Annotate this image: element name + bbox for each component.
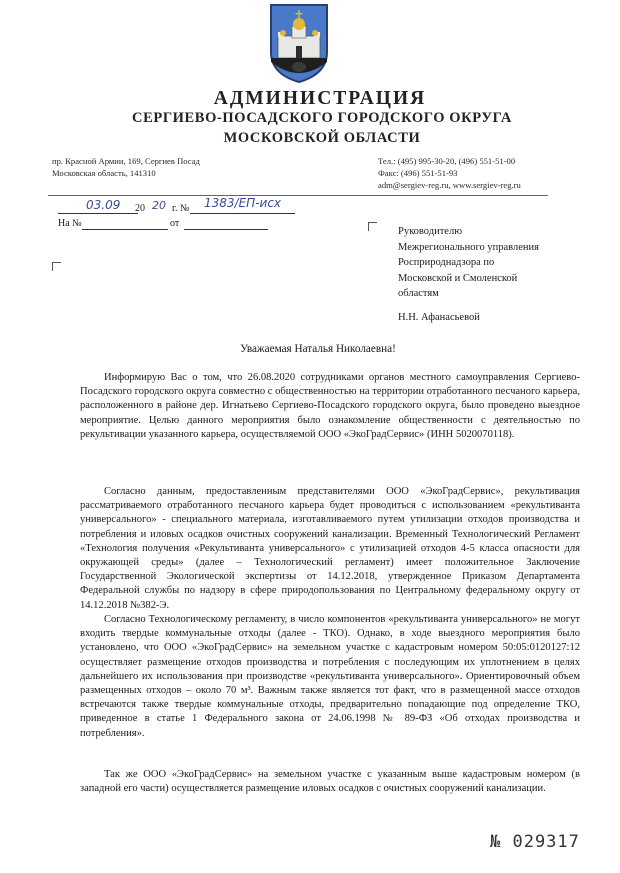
coat-of-arms-icon (268, 2, 330, 84)
addressee-name: Н.Н. Афанасьевой (398, 312, 480, 323)
handwritten-outgoing-number: 1383/ЕП-исх (204, 196, 282, 210)
serial-number: № 029317 (490, 832, 580, 852)
number-underline (190, 213, 295, 214)
reference-date-label: от (170, 218, 180, 229)
body-paragraph: Так же ООО «ЭкоГрадСервис» на земельном участке с указанным выше кадастровым номером (в западной его части) осуществляется размещение иловых осадков с очистных сооружений канализации. (80, 769, 580, 795)
addressee-line: Росприроднадзора по (398, 257, 495, 269)
address-line-2: Московская область, 141310 (52, 168, 156, 178)
body-paragraph: Информирую Вас о том, что 26.08.2020 сотрудниками органов местного самоуправления Сергиево-Посадского городского округа совместно с общественностью на территории отработанного песчаного карьера, расположенного в районе дер. Игнатьево Сергиево-Посадского городского округа, было проведено выездное мероприятие. Целью данного мероприятия было ознакомление общественности с деятельностью по рекультивации указанного карьера, осуществляемой ООО «ЭкоГрадСервис» (ИНН 5020070118). (80, 372, 580, 440)
addressee-line: Московской и Смоленской (398, 272, 518, 284)
phone-text: Тел.: (495) 995-30-20, (496) 551-51-00 (378, 156, 516, 166)
email-web-text: adm@sergiev-reg.ru, www.sergiev-reg.ru (378, 180, 521, 190)
address-line-1: пр. Красной Армии, 169, Сергиев Посад (52, 156, 200, 166)
salutation: Уважаемая Наталья Николаевна! (240, 343, 396, 355)
org-region: МОСКОВСКОЙ ОБЛАСТИ (223, 130, 421, 146)
header-divider (48, 195, 548, 196)
fax-text: Факс: (496) 551-51-93 (378, 168, 458, 178)
org-subtitle: СЕРГИЕВО-ПОСАДСКОГО ГОРОДСКОГО ОКРУГА (132, 110, 512, 126)
addressee-line: Межрегионального управления (398, 241, 539, 253)
reference-number-label: На № (58, 218, 82, 229)
reference-date-underline (184, 229, 268, 230)
number-label: г. № (172, 203, 190, 214)
body-paragraph: Согласно Технологическому регламенту, в число компонентов «рекультиванта универсального» не могут входить твердые коммунальные отходы (далее - ТКО). Однако, в ходе выездного мероприятия было установлено, что ООО «ЭкоГрадСервис» на земельном участке с кадастровым номером 50:05:0120127:12 осуществляет размещение отходов производства и потребления с последующим их уплотнением в целях дальнейшего их использования при производстве «рекультиванта универсального». Ориентировочный объем размещенных отходов – около 70 м³. Важным также является тот факт, что в размещенной массе отходов встречаются также твердые коммунальные отходы, предварительно попадающие под определение ТКО, приведенное в статье 1 Федерального закона от 24.06.1998 № 89-ФЗ «Об отходах производства и потребления». (80, 614, 580, 739)
handwritten-year: 20 (152, 199, 166, 212)
body-paragraph: Согласно данным, предоставленным представителями ООО «ЭкоГрадСервис», рекультивация рассматриваемого отработанного песчаного карьера будет проводиться с использованием «рекультиванта универсального» - специального материала, изготавливаемого путем утилизации отходов производства и потребления и иловых осадков очистных сооружений канализации. Временный Технологический Регламент «Технология получения «Рекультиванта универсального» с утилизацией отходов 4-5 класса опасности для окружающей среды» (далее – Технологический регламент) имеет положительное Заключение Государственной Экологической экспертизы от 14.12.2018, утвержденное Приказом Департамента Федеральной службы по надзору в сфере природопользования по Центральному федеральному округу от 14.12.2018 №382-Э. (80, 486, 580, 611)
addressee-line: областям (398, 288, 439, 300)
addressee-line: Руководителю (398, 226, 463, 237)
org-title: АДМИНИСТРАЦИЯ (213, 88, 427, 109)
margin-corner-mark (52, 262, 61, 271)
addressee-corner-mark (368, 222, 377, 231)
addressee-block (398, 224, 539, 302)
year-prefix: 20 (135, 203, 145, 214)
reference-number-underline (82, 229, 168, 230)
handwritten-date: 03.09 (86, 198, 121, 212)
date-underline (58, 213, 138, 214)
